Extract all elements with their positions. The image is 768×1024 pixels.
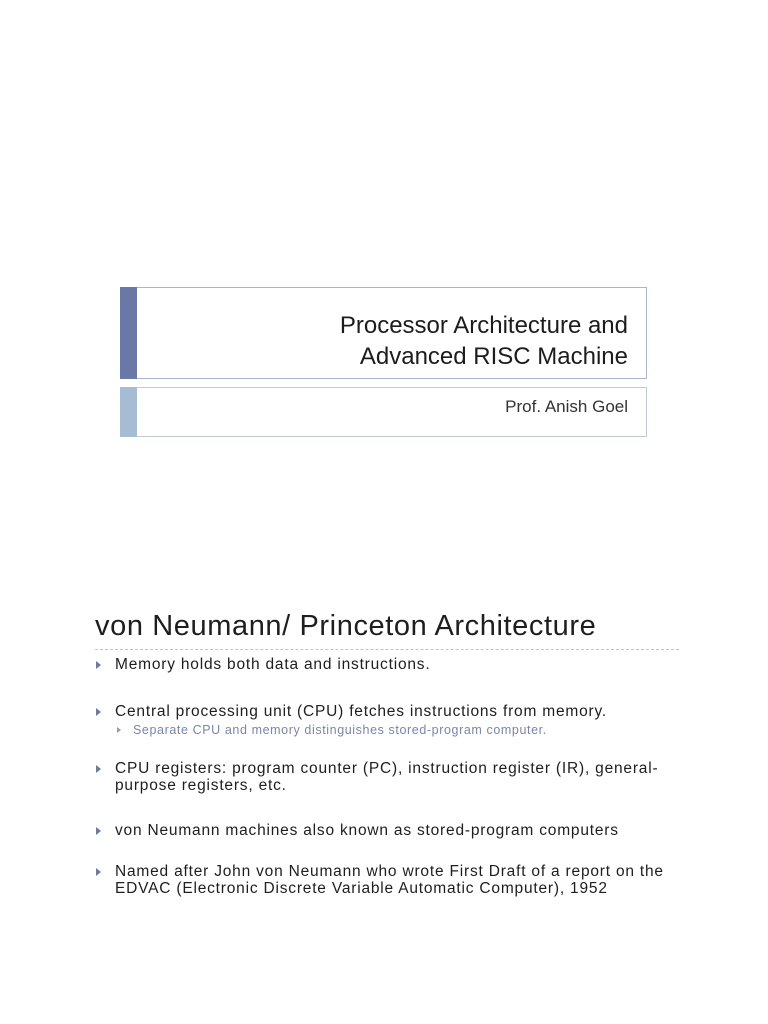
bullet-list — [95, 656, 685, 897]
bullet-item — [95, 863, 685, 897]
triangle-right-icon — [96, 708, 101, 716]
sub-bullet-item — [115, 723, 685, 738]
title-line-1: Processor Architecture and — [339, 312, 628, 339]
title-accent-bar — [120, 287, 137, 379]
triangle-right-icon — [117, 727, 121, 733]
slide-heading: von Neumann/ Princeton Architecture — [95, 610, 597, 642]
triangle-right-icon — [96, 661, 101, 669]
author-name: Prof. Anish Goel — [505, 397, 628, 416]
bullet-text: von Neumann machines also known as stored-program computers — [115, 822, 619, 839]
content-slide — [0, 580, 768, 1024]
bullet-text: Named after John von Neumann who wrote First Draft of a report on the EDVAC (Electronic Discrete Variable Automatic Computer), 1952 — [115, 863, 664, 897]
triangle-right-icon — [96, 868, 101, 876]
bullet-item — [95, 656, 685, 673]
bullet-item — [95, 822, 685, 839]
bullet-text: CPU registers: program counter (PC), instruction register (IR), general-purpose registers, etc. — [115, 760, 659, 794]
slide-title — [148, 310, 628, 372]
bullet-text: Memory holds both data and instructions. — [115, 656, 431, 673]
title-line-2: Advanced RISC Machine — [359, 343, 628, 370]
bullet-item — [95, 760, 685, 794]
sub-bullet-text: Separate CPU and memory distinguishes stored-program computer. — [133, 723, 547, 737]
subtitle-box — [120, 387, 647, 437]
sub-bullet-list — [115, 723, 685, 738]
triangle-right-icon — [96, 765, 101, 773]
bullet-text: Central processing unit (CPU) fetches instructions from memory. — [115, 703, 608, 720]
bullet-item — [95, 703, 685, 738]
title-box — [120, 287, 647, 379]
heading-divider — [95, 649, 679, 650]
triangle-right-icon — [96, 827, 101, 835]
subtitle-accent-bar — [120, 387, 137, 437]
